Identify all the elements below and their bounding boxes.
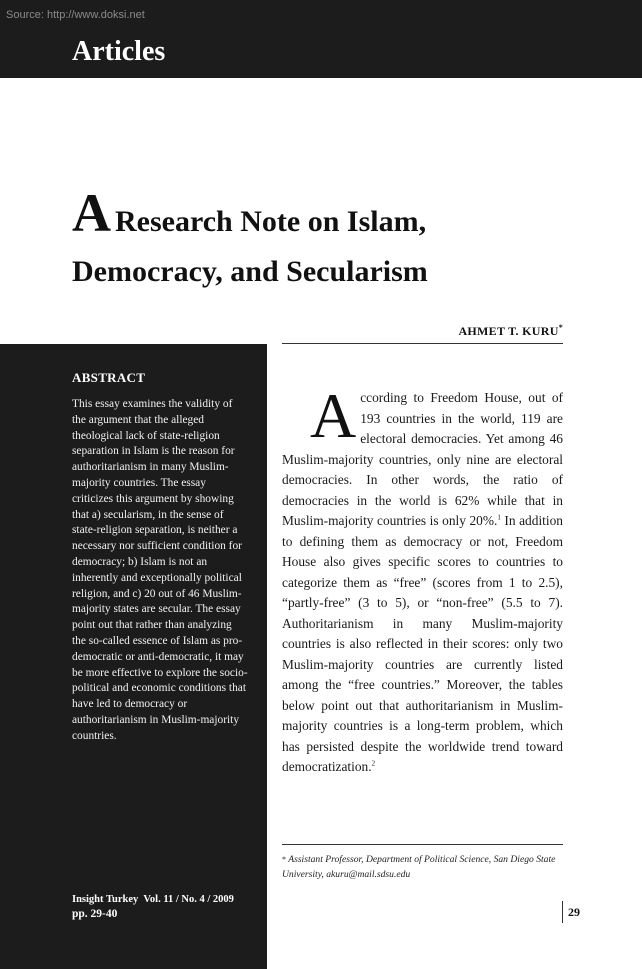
body-text-part-2: In addition to defining them as democracy or not, Freedom House also gives specific scores to countries to categorize them as “free” (scores from 1 to 2.5), “partly-free” (3 to 5), or “non-free” (5.5 to 7). Authoritarianism in many Muslim-majority countries is also reflected in their scores: only two Muslim-majority countries are currently listed among the “free countries.” Moreover, the tables below point out that authoritarianism in Muslim-majority countries is a long-term problem, which has persisted despite the worldwide trend toward democratization. [282,513,563,774]
article-title [72,183,592,297]
journal-citation [72,893,234,907]
journal-info [72,893,234,921]
author-footnote-mark: * [558,323,563,332]
title-line-1-rest: Research Note on Islam, [115,205,427,238]
author-divider [282,343,563,344]
section-label: Articles [72,36,166,67]
footnote-mark: * [282,855,286,864]
page-number-divider [562,901,563,923]
footnote-ref-2: 2 [371,759,376,768]
title-line-1 [72,183,592,247]
abstract-heading: ABSTRACT [72,370,146,385]
author-name [458,323,563,339]
footnote-text: Assistant Professor, Department of Political Science, San Diego State University, akuru@mail.sdsu.edu [282,854,556,880]
title-line-2: Democracy, and Secularism [72,255,428,288]
source-watermark: Source: http://www.doksi.net [6,9,145,21]
footnote-divider [282,844,563,845]
abstract-text: This essay examines the validity of the argument that the alleged theological lack of state-religion separation in Islam is the reason for authoritarianism in many Muslim-majority countries. The essay criticizes this argument by showing that a) secularism, in the sense of state-religion separation, is neither a necessary nor sufficient condition for democracy; b) Islam is not an inherently and exceptionally political religion, and c) 20 out of 46 Muslim-majority states are secular. The essay point out that rather than analyzing the so-called essence of Islam as pro-democratic or anti-democratic, it may be more effective to explore the socio-political and economic conditions that have led to democracy or authoritarianism in Muslim-majority countries. [72,398,248,742]
footnote-ref-1: 1 [497,513,501,522]
journal-name: Insight Turkey [72,894,139,905]
author-name-text: AHMET T. KURU [458,324,559,338]
drop-cap: A [310,380,357,451]
journal-volume: Vol. 11 / No. 4 / 2009 [143,894,234,905]
body-paragraph [282,380,563,778]
page-number: 29 [568,905,580,919]
body-text-part-1: ccording to Freedom House, out of 193 countries in the world, 119 are electoral democracies. Yet among 46 Muslim-majority countries, only nine are electoral democracies. In other words, the ratio of democracies in the world is 62% while that in Muslim-majority countries is only 20%. [282,390,563,528]
journal-pages: pp. 29-40 [72,908,118,920]
author-footnote [282,853,563,882]
title-initial: A [72,183,111,243]
